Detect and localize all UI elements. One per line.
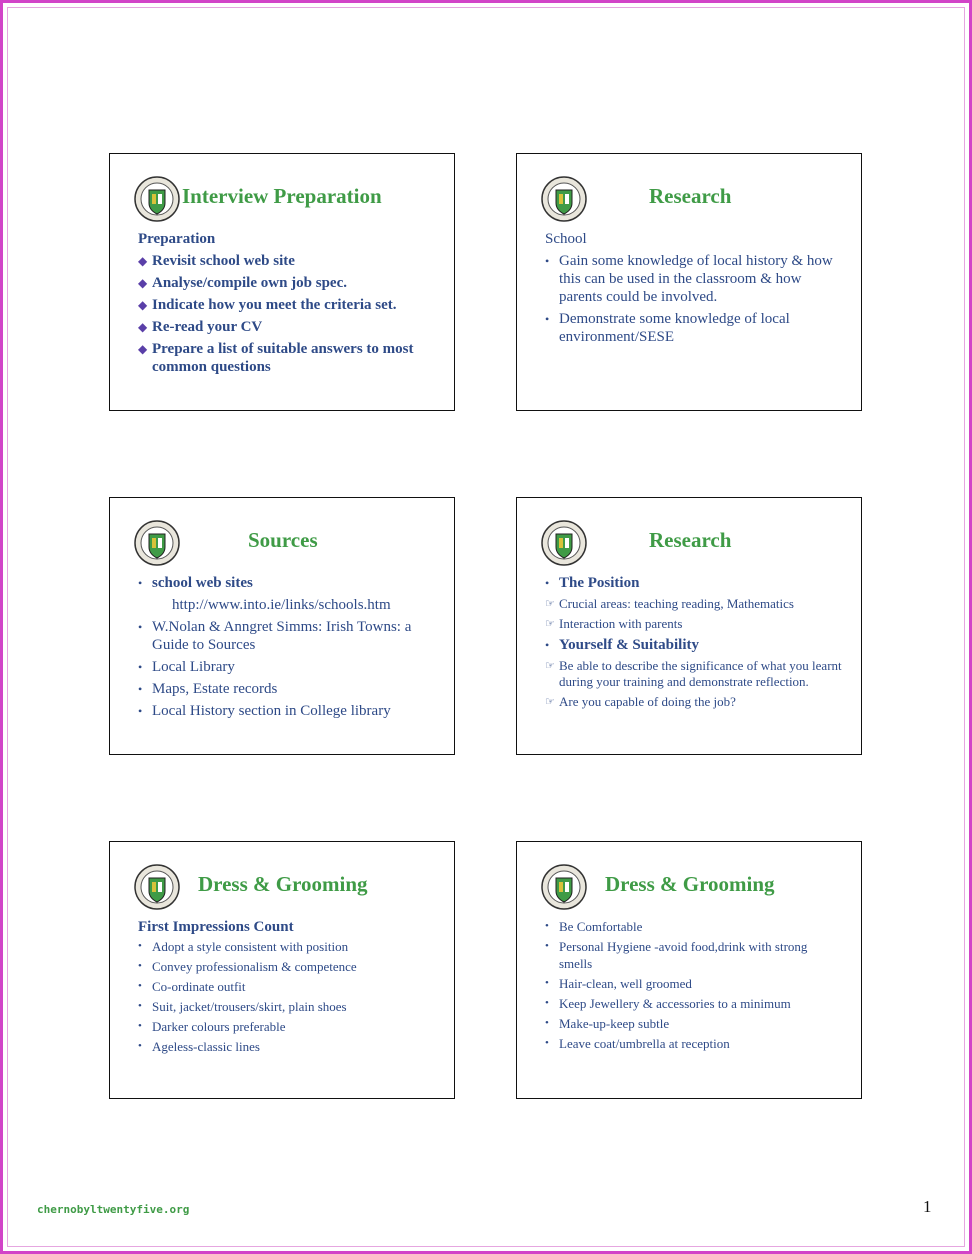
slide-interview-preparation xyxy=(109,153,455,411)
slide-content xyxy=(138,230,436,380)
slide-title: Dress & Grooming xyxy=(198,872,368,896)
slide-title: Sources xyxy=(248,528,318,552)
bullet-icon: • xyxy=(138,1040,142,1052)
slide-title: Research xyxy=(649,184,732,208)
college-crest-logo xyxy=(134,864,180,910)
college-crest-logo xyxy=(134,520,180,566)
list-item: • Be Comfortable xyxy=(545,919,643,934)
slide-title: Research xyxy=(649,528,732,552)
list-item: • school web sites xyxy=(138,575,253,591)
list-item: ◆ Indicate how you meet the criteria set. xyxy=(138,297,397,313)
bullet-icon: • xyxy=(138,980,142,992)
list-item: • Darker colours preferable xyxy=(138,1019,286,1034)
pointing-hand-icon: ☞ xyxy=(545,660,555,672)
list-item: • Yourself & Suitability xyxy=(545,637,700,653)
bullet-icon: • xyxy=(545,638,550,652)
list-item: • Local History section in College library xyxy=(138,703,391,719)
bullet-icon: • xyxy=(545,254,550,268)
college-crest-logo xyxy=(134,176,180,222)
college-crest-logo xyxy=(541,864,587,910)
list-item: ☞ Interaction with parents xyxy=(545,616,683,631)
slide-heading: Preparation xyxy=(138,231,216,247)
list-item: • Hair-clean, well groomed xyxy=(545,976,692,991)
list-item: ☞ Be able to describe the significance of what you learnt during your training and demonstrate reflection. xyxy=(545,658,842,689)
slide-content xyxy=(545,918,843,1055)
slide-research-school xyxy=(516,153,862,411)
list-item: ☞ Are you capable of doing the job? xyxy=(545,694,736,709)
bullet-icon: • xyxy=(545,312,550,326)
pointing-hand-icon: ☞ xyxy=(545,598,555,610)
pointing-hand-icon: ☞ xyxy=(545,618,555,630)
list-item: • Leave coat/umbrella at reception xyxy=(545,1036,730,1051)
slide-title: Dress & Grooming xyxy=(605,872,775,896)
bullet-icon: • xyxy=(138,960,142,972)
slide-research-position xyxy=(516,497,862,755)
list-item: • Co-ordinate outfit xyxy=(138,979,246,994)
college-crest-logo xyxy=(541,520,587,566)
slide-dress-grooming-tips xyxy=(516,841,862,1099)
bullet-icon: • xyxy=(138,660,143,674)
list-item: • Convey professionalism & competence xyxy=(138,959,357,974)
list-item: ◆ Analyse/compile own job spec. xyxy=(138,275,347,291)
diamond-bullet-icon: ◆ xyxy=(138,254,148,268)
list-item: • Demonstrate some knowledge of local environment/SESE xyxy=(545,311,790,345)
slide-dress-grooming-impressions xyxy=(109,841,455,1099)
bullet-icon: • xyxy=(138,940,142,952)
slide-content xyxy=(545,230,843,350)
list-item: • Local Library xyxy=(138,659,235,675)
bullet-icon: • xyxy=(545,940,549,952)
slide-content xyxy=(138,918,436,1058)
bullet-icon: • xyxy=(545,1017,549,1029)
watermark-site: chernobyltwentyfive.org xyxy=(37,1203,190,1216)
slide-heading: School xyxy=(545,231,587,247)
diamond-bullet-icon: ◆ xyxy=(138,320,148,334)
list-item: • W.Nolan & Anngret Simms: Irish Towns: a Guide to Sources xyxy=(138,619,412,653)
slide-content xyxy=(545,574,843,714)
bullet-icon: • xyxy=(138,704,143,718)
slide-content xyxy=(138,574,436,724)
bullet-icon: • xyxy=(545,920,549,932)
diamond-bullet-icon: ◆ xyxy=(138,298,148,312)
bullet-icon: • xyxy=(138,682,143,696)
url-text: http://www.into.ie/links/schools.htm xyxy=(172,597,391,613)
bullet-icon: • xyxy=(545,977,549,989)
list-item: ◆ Prepare a list of suitable answers to most common questions xyxy=(138,341,414,375)
diamond-bullet-icon: ◆ xyxy=(138,342,148,356)
list-item: • Adopt a style consistent with position xyxy=(138,939,349,954)
bullet-icon: • xyxy=(138,1020,142,1032)
list-item: ☞ Crucial areas: teaching reading, Mathematics xyxy=(545,596,794,611)
bullet-icon: • xyxy=(545,997,549,1009)
bullet-icon: • xyxy=(138,620,143,634)
pointing-hand-icon: ☞ xyxy=(545,696,555,708)
page-number: 1 xyxy=(923,1197,932,1216)
list-item: • Make-up-keep subtle xyxy=(545,1016,670,1031)
list-item: • Suit, jacket/trousers/skirt, plain shoes xyxy=(138,999,347,1014)
college-crest-logo xyxy=(541,176,587,222)
bullet-icon: • xyxy=(138,576,143,590)
list-item: ◆ Re-read your CV xyxy=(138,319,263,335)
bullet-icon: • xyxy=(545,576,550,590)
list-item: ◆ Revisit school web site xyxy=(138,253,295,269)
slide-title: Interview Preparation xyxy=(182,184,382,208)
bullet-icon: • xyxy=(545,1037,549,1049)
list-item: • The Position xyxy=(545,575,640,591)
slide-heading: First Impressions Count xyxy=(138,919,294,935)
list-item: • Personal Hygiene -avoid food,drink with strong smells xyxy=(545,939,808,971)
list-item: • Maps, Estate records xyxy=(138,681,278,697)
diamond-bullet-icon: ◆ xyxy=(138,276,148,290)
list-item: • Ageless-classic lines xyxy=(138,1039,260,1054)
list-item: • Gain some knowledge of local history & how this can be used in the classroom & how parents could be involved. xyxy=(545,253,833,305)
slide-sources xyxy=(109,497,455,755)
list-item: • Keep Jewellery & accessories to a minimum xyxy=(545,996,791,1011)
bullet-icon: • xyxy=(138,1000,142,1012)
